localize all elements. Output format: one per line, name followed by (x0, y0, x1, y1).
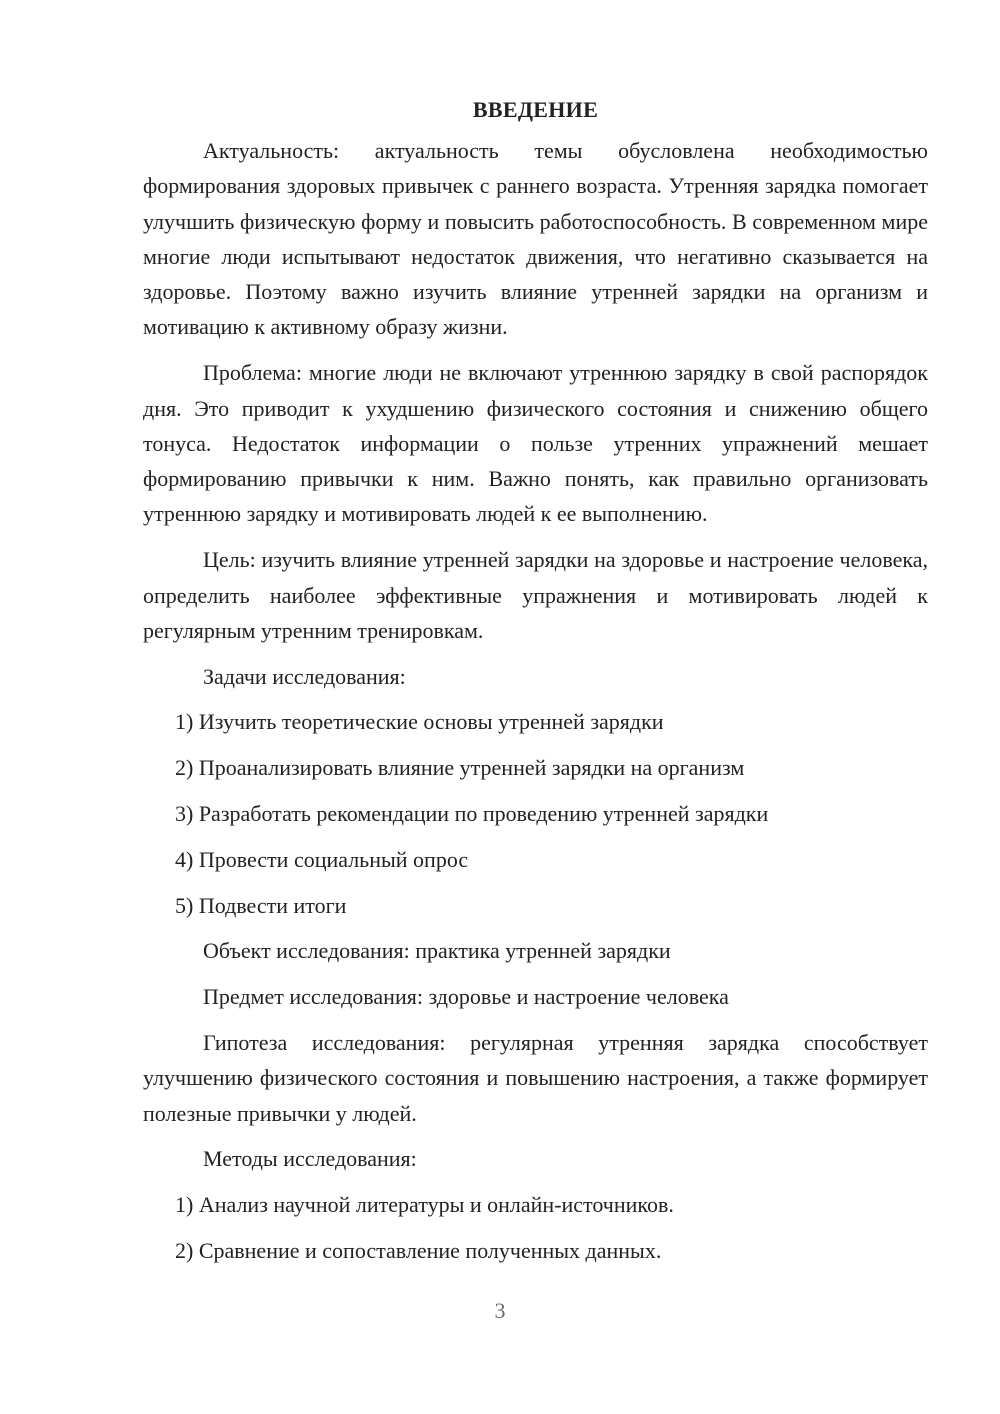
task-item: 5) Подвести итоги (175, 892, 347, 918)
document-page (143, 95, 928, 1279)
task-item: 3) Разработать рекомендации по проведению утренней зарядки (175, 801, 769, 827)
section-heading: ВВЕДЕНИЕ (472, 97, 599, 122)
research-object: Объект исследования: практика утренней зарядки (203, 938, 671, 964)
research-subject: Предмет исследования: здоровье и настроение человека (203, 984, 729, 1010)
page-number: 3 (494, 1298, 506, 1323)
tasks-title: Задачи исследования: (203, 663, 406, 689)
method-item: 1) Анализ научной литературы и онлайн-источников. (175, 1192, 674, 1218)
task-item: 4) Провести социальный опрос (175, 846, 469, 872)
method-item: 2) Сравнение и сопоставление полученных данных. (175, 1238, 662, 1264)
task-item: 1) Изучить теоретические основы утренней зарядки (175, 709, 664, 735)
hypothesis-paragraph: Гипотеза исследования: регулярная утренняя зарядка способствует улучшению физического состояния и повышению настроения, а также формирует полезные привычки у людей. (143, 1030, 928, 1126)
methods-title: Методы исследования: (203, 1146, 417, 1172)
relevance-paragraph: Актуальность: актуальность темы обусловлена необходимостью формирования здоровых привычек с раннего возраста. Утренняя зарядка помогает улучшить физическую форму и повысить работоспособность. В современном мире многие люди испытывают недостаток движения, что негативно сказывается на здоровье. Поэтому важно изучить влияние утренней зарядки на организм и мотивацию к активному образу жизни. (143, 138, 928, 340)
goal-paragraph: Цель: изучить влияние утренней зарядки на здоровье и настроение человека, определить наиболее эффективные упражнения и мотивировать людей к регулярным утренним тренировкам. (143, 547, 928, 643)
problem-paragraph: Проблема: многие люди не включают утреннюю зарядку в свой распорядок дня. Это приводит к ухудшению физического состояния и снижению общего тонуса. Недостаток информации о пользе утренних упражнений мешает формированию привычки к ним. Важно понять, как правильно организовать утреннюю зарядку и мотивировать людей к ее выполнению. (143, 360, 928, 527)
task-item: 2) Проанализировать влияние утренней зарядки на организм (175, 755, 745, 781)
